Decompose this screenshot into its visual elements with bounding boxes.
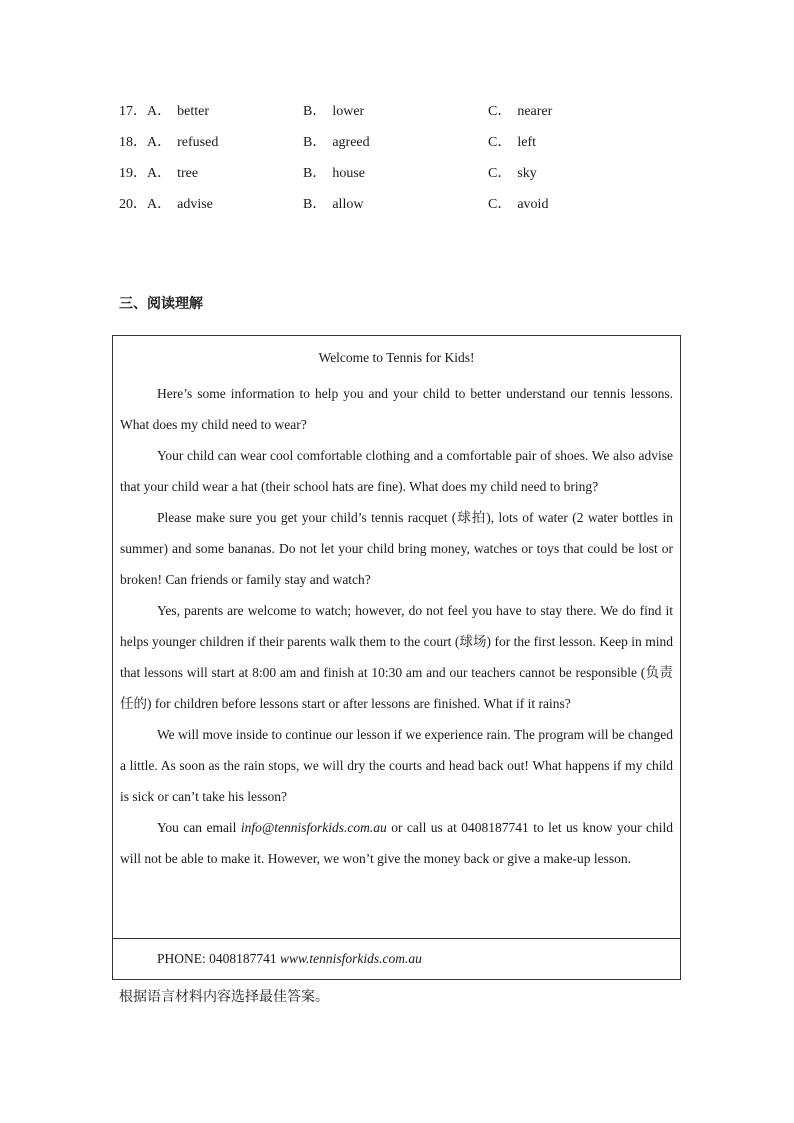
paragraph-text: or call us at 0408187741 to let us know your child will not be able to make it. However, we won’t give the money back or give a make-up lesson. bbox=[120, 820, 674, 866]
paragraph: Here’s some information to help you and your child to better understand our tennis lessons. What does my child need to wear? bbox=[120, 386, 673, 432]
paragraph: Yes, parents are welcome to watch; however, do not feel you have to stay there. We do find it helps younger children if their parents walk them to the court (球场) for the first lesson. Keep in mind that lessons will start at 8:00 am and finish at 10:30 am and our teachers cannot be responsible (负责任的) for children before lessons start or after lessons are finished. What if it rains? bbox=[120, 603, 673, 711]
section-title: 三、阅读理解 bbox=[119, 296, 203, 312]
passage-text bbox=[120, 378, 673, 874]
option-b: B． agreed bbox=[303, 135, 370, 150]
option-b: B． house bbox=[303, 166, 366, 181]
option-a: 20．A． advise bbox=[119, 197, 213, 212]
passage-footer bbox=[113, 938, 680, 979]
paragraph bbox=[120, 812, 673, 874]
paragraph-text: You can email bbox=[157, 820, 241, 835]
option-c: C． left bbox=[488, 135, 536, 150]
option-b: B． allow bbox=[303, 197, 364, 212]
phone-text: PHONE: 0408187741 bbox=[157, 951, 281, 966]
paragraph: Please make sure you get your child’s tennis racquet (球拍), lots of water (2 water bottles in summer) and some bananas. Do not let your child bring money, watches or toys that could be lost or broken! Can friends or family stay and watch? bbox=[120, 510, 673, 587]
option-a: 18．A． refused bbox=[119, 135, 219, 150]
option-c: C． nearer bbox=[488, 104, 553, 119]
passage-box bbox=[112, 335, 681, 980]
paragraph: We will move inside to continue our lesson if we experience rain. The program will be changed a little. As soon as the rain stops, we will dry the courts and head back out! What happens if my child is sick or can’t take his lesson? bbox=[120, 727, 673, 804]
contact-line bbox=[157, 949, 422, 969]
website-link[interactable]: www.tennisforkids.com.au bbox=[280, 951, 422, 966]
passage-body bbox=[113, 336, 680, 940]
option-b: B． lower bbox=[303, 104, 365, 119]
question-instruction: 根据语言材料内容选择最佳答案。 bbox=[119, 989, 329, 1005]
paragraph: Your child can wear cool comfortable clothing and a comfortable pair of shoes. We also advise that your child wear a hat (their school hats are fine). What does my child need to bring? bbox=[120, 448, 673, 494]
email-link[interactable]: info@tennisforkids.com.au bbox=[240, 820, 387, 835]
option-a: 19．A． tree bbox=[119, 166, 199, 181]
option-a: 17．A． better bbox=[119, 104, 209, 119]
passage-heading: Welcome to Tennis for Kids! bbox=[318, 350, 475, 365]
option-c: C． avoid bbox=[488, 197, 549, 212]
option-c: C． sky bbox=[488, 166, 537, 181]
